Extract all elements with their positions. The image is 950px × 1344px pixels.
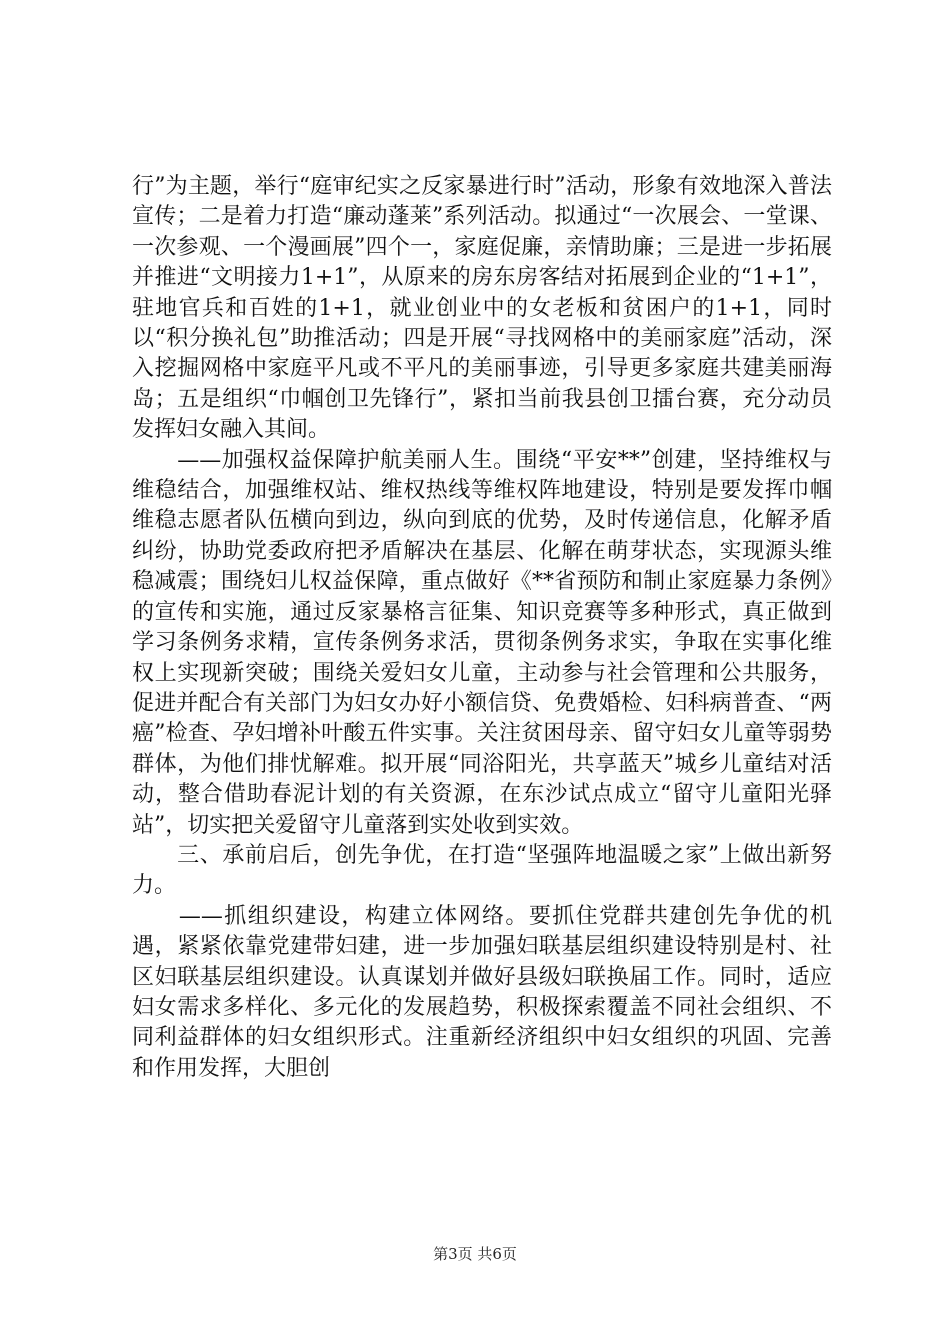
- paragraph-3: 三、承前启后，创先争优，在打造“坚强阵地温暖之家”上做出新努力。: [132, 842, 832, 899]
- document-body: [132, 172, 832, 1084]
- paragraph-4: ——抓组织建设，构建立体网络。要抓住党群共建创先争优的机遇，紧紧依靠党建带妇建，进一步加强妇联基层组织建设特别是村、社区妇联基层组织建设。认真谋划并做好县级妇联换届工作。同时，适应妇女需求多样化、多元化的发展趋势，积极探索覆盖不同社会组织、不同利益群体的妇女组织形式。注重新经济组织中妇女组织的巩固、完善和作用发挥，大胆创: [132, 903, 832, 1081]
- paragraph-1: 行”为主题，举行“庭审纪实之反家暴进行时”活动，形象有效地深入普法宣传；二是着力打造“廉动蓬莱”系列活动。拟通过“一次展会、一堂课、一次参观、一个漫画展”四个一，家庭促廉，亲情助廉；三是进一步拓展并推进“文明接力1+1”，从原来的房东房客结对拓展到企业的“1+1”，驻地官兵和百姓的1+1，就业创业中的女老板和贫困户的1+1，同时以“积分换礼包”助推活动；四是开展“寻找网格中的美丽家庭”活动，深入挖掘网格中家庭平凡或不平凡的美丽事迹，引导更多家庭共建美丽海岛；五是组织“巾帼创卫先锋行”，紧扣当前我县创卫擂台赛，充分动员发挥妇女融入其间。: [132, 174, 832, 443]
- paragraph-2: ——加强权益保障护航美丽人生。围绕“平安**”创建，坚持维权与维稳结合，加强维权站、维权热线等维权阵地建设，特别是要发挥巾帼维稳志愿者队伍横向到边，纵向到底的优势，及时传递信息，化解矛盾纠纷，协助党委政府把矛盾解决在基层、化解在萌芽状态，实现源头维稳减震；围绕妇儿权益保障，重点做好《**省预防和制止家庭暴力条例》的宣传和实施，通过反家暴格言征集、知识竞赛等多种形式，真正做到学习条例务求精，宣传条例务求活，贯彻条例务求实，争取在实事化维权上实现新突破；围绕关爱妇女儿童，主动参与社会管理和公共服务，促进并配合有关部门为妇女办好小额信贷、免费婚检、妇科病普查、“两癌”检查、孕妇增补叶酸五件实事。关注贫困母亲、留守妇女儿童等弱势群体，为他们排忧解难。拟开展“同浴阳光，共享蓝天”城乡儿童结对活动，整合借助春泥计划的有关资源，在东沙试点成立“留守儿童阳光驿站”，切实把关爱留守儿童落到实处收到实效。: [132, 447, 832, 838]
- page-footer: 第3页 共6页: [433, 1245, 517, 1263]
